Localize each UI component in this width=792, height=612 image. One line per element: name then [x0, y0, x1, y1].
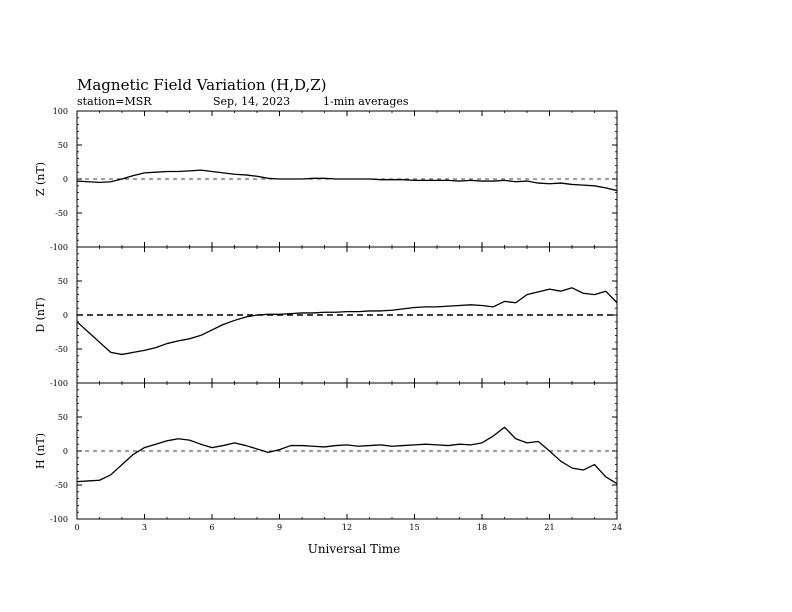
x-tick-label: 12: [341, 523, 353, 532]
x-axis-label: Universal Time: [307, 542, 401, 556]
y-tick-label-h: -100: [50, 515, 68, 524]
date-label: Sep, 14, 2023: [213, 95, 291, 108]
y-tick-label-d: -100: [50, 379, 68, 388]
x-tick-label: 21: [544, 523, 555, 532]
series-line-z: [77, 170, 617, 190]
x-tick-label: 24: [611, 523, 623, 532]
average-label: 1-min averages: [323, 95, 409, 108]
y-tick-label-z: -50: [55, 209, 68, 218]
y-axis-label-h: H (nT): [34, 432, 47, 470]
x-tick-label: 0: [74, 523, 80, 532]
y-axis-label-d: D (nT): [34, 297, 47, 333]
chart-title: Magnetic Field Variation (H,D,Z): [77, 76, 327, 94]
x-tick-label: 9: [276, 523, 283, 532]
x-tick-label: 6: [209, 523, 215, 532]
panels-group: [34, 107, 622, 532]
series-line-d: [77, 288, 617, 355]
y-tick-label-h: 0: [62, 447, 68, 456]
y-tick-label-z: 0: [62, 175, 68, 184]
x-tick-label: 3: [141, 523, 148, 532]
series-line-h: [77, 427, 617, 483]
y-tick-label-d: 0: [62, 311, 68, 320]
y-axis-label-z: Z (nT): [34, 161, 47, 197]
y-tick-label-z: 50: [57, 141, 68, 150]
y-tick-label-z: 100: [52, 107, 68, 116]
station-label: station=MSR: [77, 95, 152, 108]
y-tick-label-d: -50: [55, 345, 68, 354]
y-tick-label-d: 50: [57, 277, 68, 286]
y-tick-label-h: 50: [57, 413, 68, 422]
x-tick-label: 15: [409, 523, 420, 532]
x-tick-label: 18: [476, 523, 488, 532]
y-tick-label-h: -50: [55, 481, 68, 490]
y-tick-label-z: -100: [50, 243, 68, 252]
